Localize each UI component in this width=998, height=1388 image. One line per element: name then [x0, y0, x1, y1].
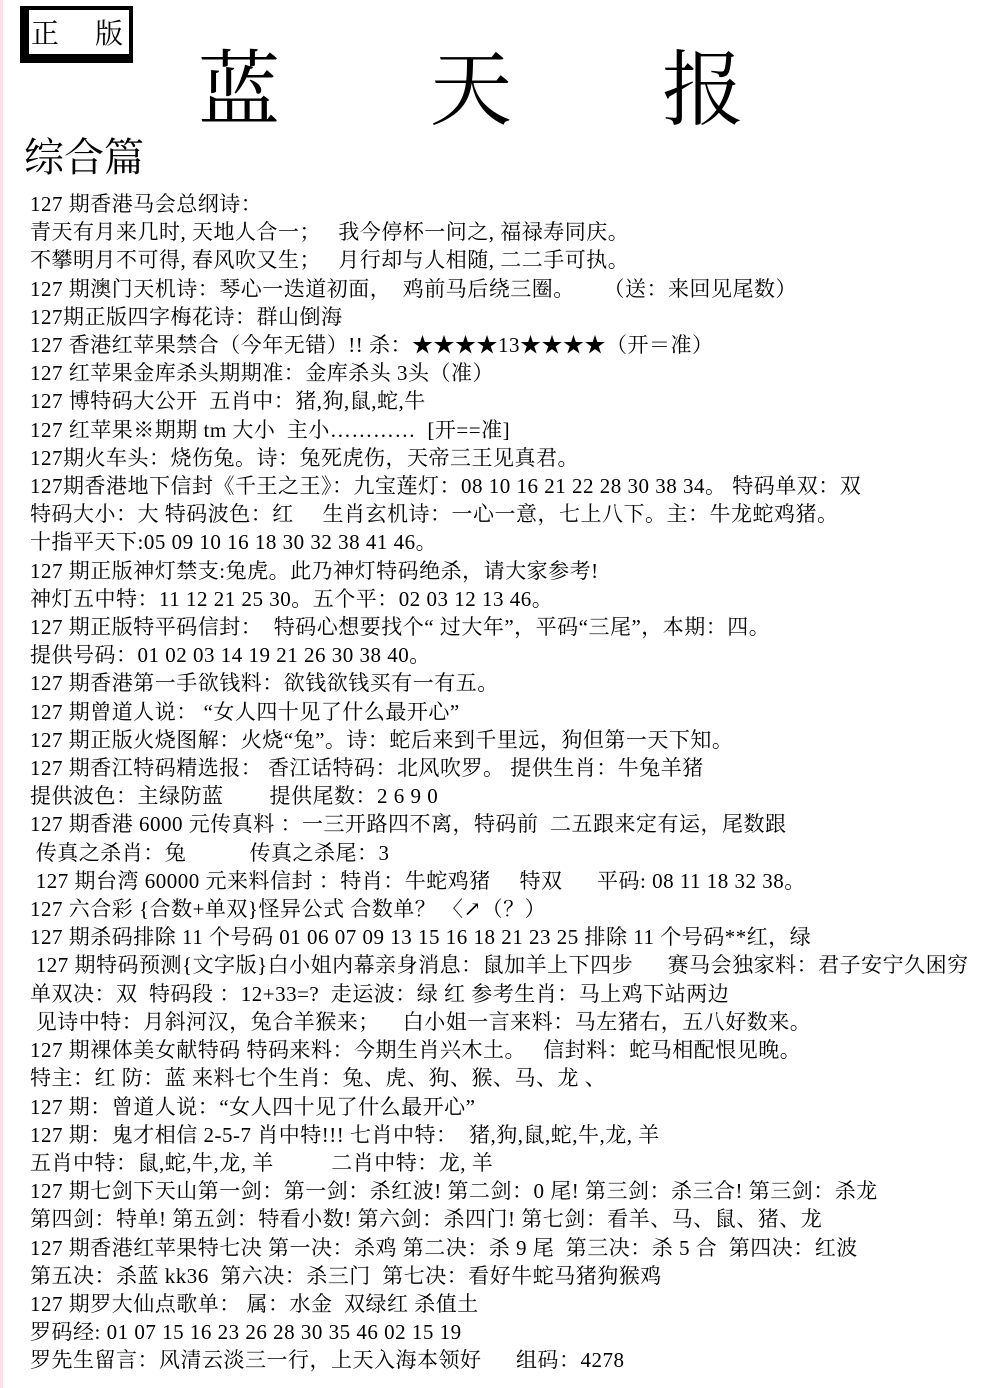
- text-line: 127期香港地下信封《千王之王》：九宝莲灯：08 10 16 21 22 28 30 38 34。 特码单双：双: [30, 474, 862, 499]
- text-line: 青天有月来几时, 天地人合一； 我今停杯一问之, 福禄寿同庆。: [30, 220, 630, 245]
- text-line: 127 期正版神灯禁支:兔虎。此乃神灯特码绝杀，请大家参考!: [30, 558, 599, 583]
- text-line: 不攀明月不可得, 春风吹又生； 月行却与人相随, 二二手可执。: [30, 248, 630, 273]
- text-line: 罗码经: 01 07 15 16 23 26 28 30 35 46 02 15 19: [30, 1320, 462, 1345]
- text-line: 127 期香港红苹果特七决 第一决：杀鸡 第二决：杀 9 尾 第三决：杀 5 合 第四决：红波: [30, 1235, 858, 1260]
- text-line: 第四剑：特单! 第五剑：特看小数! 第六剑：杀四门! 第七剑：看羊、马、鼠、猪、龙: [30, 1207, 823, 1232]
- text-line: 127 期澳门天机诗：琴心一迭道初面， 鸡前马后绕三圈。 （送：来回见尾数）: [30, 276, 797, 301]
- page-title: 蓝天报: [198, 45, 895, 136]
- text-line: 127 博特码大公开 五肖中：猪,狗,鼠,蛇,牛: [30, 389, 426, 414]
- text-line: 神灯五中特：11 12 21 25 30。五个平：02 03 12 13 46。: [30, 586, 554, 611]
- text-line: 127 期七剑下天山第一剑：第一剑：杀红波! 第二剑：0 尾! 第三剑：杀三合! 第三剑：杀龙: [30, 1179, 878, 1204]
- text-line: 127 期台湾 60000 元来料信封 ：特肖：牛蛇鸡猪 特双 平码: 08 11 18 32 38。: [30, 868, 806, 893]
- text-line: 127 期：鬼才相信 2-5-7 肖中特!!! 七肖中特： 猪,狗,鼠,蛇,牛,龙, 羊: [30, 1122, 660, 1147]
- text-line: 127期正版四字梅花诗：群山倒海: [30, 304, 343, 329]
- text-line: 127 红苹果※期期 tm 大小 主小………… [开==准]: [30, 417, 511, 442]
- text-line: 127 六合彩 {合数+单双}怪异公式 合数单？ 〈↗（？）: [30, 897, 547, 922]
- text-line: 127 期香港 6000 元传真料 ：一三开路四不离，特码前 二五跟来定有运，尾数跟: [30, 812, 787, 837]
- section-title: 综合篇: [24, 135, 144, 180]
- text-line: 127 香港红苹果禁合（今年无错）!! 杀：★★★★13★★★★（开＝准）: [30, 333, 714, 358]
- text-line: 127 期：曾道人说：“女人四十见了什么最开心”: [30, 1094, 476, 1119]
- text-line: 十指平天下:05 09 10 16 18 30 32 38 41 46。: [30, 530, 438, 555]
- scan-edge-strip: [0, 0, 3, 1388]
- genuine-edition-label: 正 版: [30, 19, 127, 50]
- text-line: 单双决：双 特码段 ：12+33=? 走运波：绿 红 参考生肖：马上鸡下站两边: [30, 981, 730, 1006]
- text-line: 提供波色：主绿防蓝 提供尾数：2 6 9 0: [30, 784, 439, 809]
- text-line: 罗先生留言：风清云淡三一行，上天入海本领好 组码：4278: [30, 1348, 625, 1373]
- text-line: 127 期曾道人说： “女人四十见了什么最开心”: [30, 699, 460, 724]
- text-line: 127 期正版特平码信封： 特码心想要找个“ 过大年”，平码“三尾”，本期：四。: [30, 615, 771, 640]
- text-line: 127 期香港马会总纲诗：: [30, 192, 263, 216]
- text-line: 特码大小：大 特码波色：红 生肖玄机诗：一心一意，七上八下。主：牛龙蛇鸡猪。: [30, 502, 839, 527]
- content-lines: [0, 190, 998, 1375]
- text-line: 第五决：杀蓝 kk36 第六决：杀三门 第七决：看好牛蛇马猪狗猴鸡: [30, 1263, 662, 1288]
- text-line: 特主：红 防：蓝 来料七个生肖：兔、虎、狗、猴、马、龙 、: [30, 1066, 607, 1091]
- text-line: 127 期裸体美女献特码 特码来料：今期生肖兴木土。 信封料：蛇马相配恨见晚。: [30, 1038, 802, 1063]
- text-line: 127 期罗大仙点歌单： 属：水金 双绿红 杀值土: [30, 1291, 479, 1316]
- text-line: 127 红苹果金库杀头期期准：金库杀头 3头（准）: [30, 361, 494, 386]
- text-line: 提供号码：01 02 03 14 19 21 26 30 38 40。: [30, 643, 431, 668]
- text-line: 127 期杀码排除 11 个号码 01 06 07 09 13 15 16 18 21 23 25 排除 11 个号码**红，绿: [30, 925, 812, 950]
- text-line: 传真之杀肖：兔 传真之杀尾：3: [30, 840, 390, 865]
- genuine-edition-badge: [20, 6, 133, 63]
- text-line: 127 期特码预测{文字版}白小姐内幕亲身消息：鼠加羊上下四步 赛马会独家料：君子安宁久困穷: [30, 953, 969, 978]
- text-line: 见诗中特：月斜河汉，兔合羊猴来； 白小姐一言来料：马左猪右，五八好数来。: [30, 1009, 812, 1034]
- text-line: 127期火车头：烧伤兔。诗：兔死虎伤，天帝三王见真君。: [30, 445, 579, 470]
- text-line: 127 期香港第一手欲钱料：欲钱欲钱买有一有五。: [30, 671, 499, 696]
- text-line: 127 期正版火烧图解：火烧“兔”。诗：蛇后来到千里远，狗但第一天下知。: [30, 727, 734, 752]
- text-line: 五肖中特：鼠,蛇,牛,龙, 羊 二肖中特：龙, 羊: [30, 1150, 494, 1175]
- text-line: 127 期香江特码精选报： 香江话特码：北风吹罗。 提供生肖：牛兔羊猪: [30, 756, 704, 781]
